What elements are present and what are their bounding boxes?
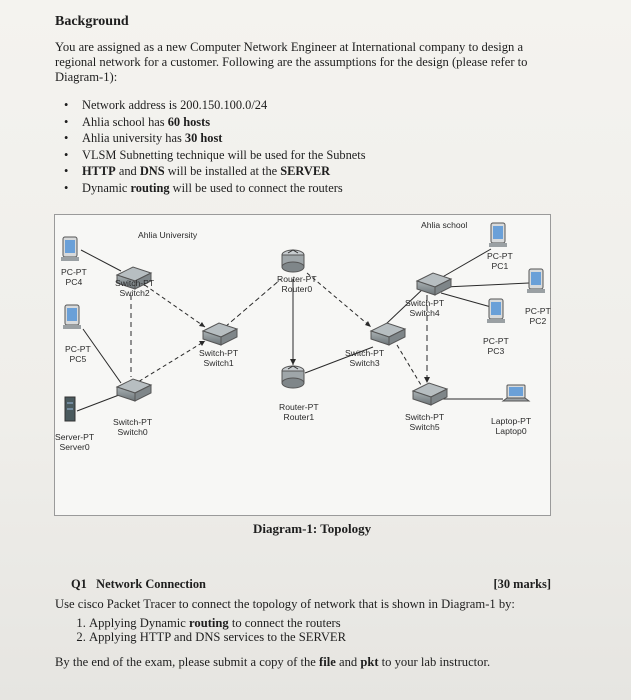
pc4-label: PC-PT PC4 [61,267,87,287]
link-switch4-pc1 [439,249,491,279]
link-server0-switch0 [77,395,119,411]
question-prompt: Use cisco Packet Tracer to connect the topology of network that is shown in Diagram-1 by: [55,597,515,611]
switch4-label: Switch-PT Switch4 [405,298,445,318]
intro-paragraph: You are assigned as a new Computer Network Engineer at International company to design a regional network for a customer. Following are the assumptions for the design (please refer to Diagram-1): [55,40,528,84]
link-switch1-router0 [225,279,281,327]
pc1-label: PC-PT PC1 [487,251,513,271]
switch3-label: Switch-PT Switch3 [345,348,385,368]
pc1-icon [489,223,507,247]
pc4-icon [61,237,79,261]
region-label-school: Ahlia school [421,220,468,230]
server0-icon [65,397,75,421]
pc5-label: PC-PT PC5 [65,344,91,364]
assumption-item: • Ahlia school has 60 hosts [60,114,366,131]
link-switch0-switch1 [133,341,205,385]
switch0-label: Switch-PT Switch0 [113,417,153,437]
question-step: 1. Applying Dynamic routing to connect the routers [89,616,575,630]
question-body [55,597,575,644]
switch1-icon [203,323,237,345]
question-step: 2. Applying HTTP and DNS services to the SERVER [89,630,575,644]
link-pc4-switch2 [81,250,121,271]
question-header [71,577,551,592]
section-heading: Background [55,14,129,29]
laptop0-label: Laptop-PT Laptop0 [491,416,532,436]
pc3-icon [487,299,505,323]
topology-diagram [54,214,551,516]
assumption-item: • VLSM Subnetting technique will be used for the Subnets [60,147,366,164]
assumption-item: • HTTP and DNS will be installed at the SERVER [60,163,366,180]
assumption-item: • Network address is 200.150.100.0/24 [60,97,366,114]
submission-instruction: By the end of the exam, please submit a copy of the file and pkt to your lab instructor. [55,655,491,669]
switch3-icon [371,323,405,345]
pc2-label: PC-PT PC2 [525,306,551,326]
pc3-label: PC-PT PC3 [483,336,509,356]
router1-label: Router-PT Router1 [279,402,319,422]
question-title: Network Connection [96,577,206,591]
router0-icon [282,250,304,272]
question-steps [55,616,575,644]
assumptions-list [60,97,366,197]
router1-icon [282,366,304,388]
pc2-icon [527,269,545,293]
laptop0-icon [503,385,529,401]
assumption-item: • Dynamic routing will be used to connect the routers [60,180,366,197]
router0-label: Router-PT Router0 [277,274,317,294]
switch5-label: Switch-PT Switch5 [405,412,445,432]
link-switch4-pc3 [441,293,491,307]
link-switch3-switch5 [397,345,421,385]
switch4-icon [417,273,451,295]
switch1-label: Switch-PT Switch1 [199,348,239,368]
topology-links [55,215,550,515]
question-number: Q1 [71,577,87,591]
switch2-label: Switch-PT Switch2 [115,278,155,298]
pc5-icon [63,305,81,329]
region-label-university: Ahlia University [138,230,198,240]
assumption-item: • Ahlia university has 30 host [60,130,366,147]
question-marks: [30 marks] [493,577,551,591]
switch5-icon [413,383,447,405]
link-switch4-pc2 [445,283,529,287]
diagram-caption: Diagram-1: Topology [253,521,372,536]
server0-label: Server-PT Server0 [55,432,95,452]
switch0-icon [117,379,151,401]
